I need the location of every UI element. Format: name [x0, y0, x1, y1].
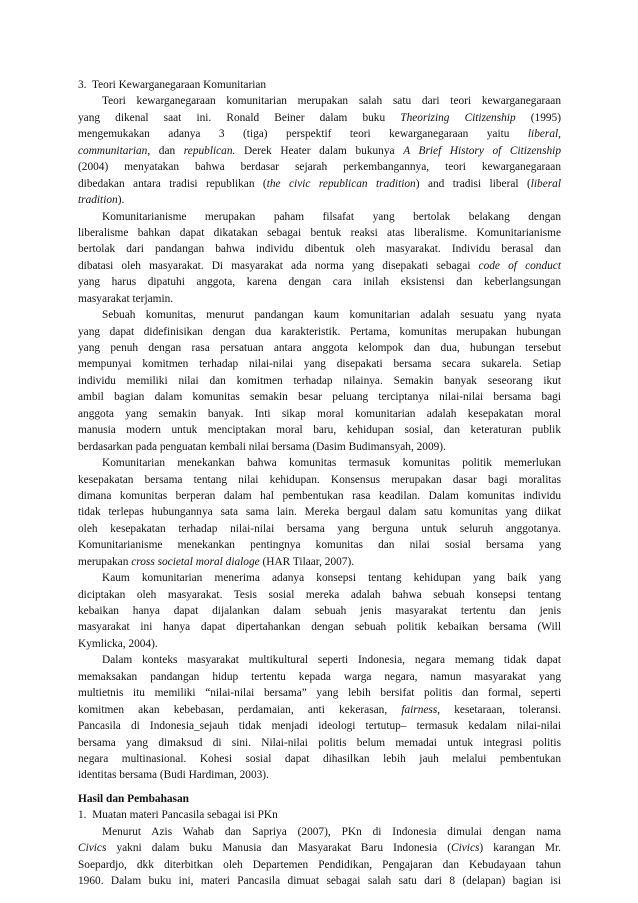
text-line: [78, 702, 561, 718]
text-run: mengemukakan adanya 3 (tiga) perspektif teori kewarganegaraan yaitu: [78, 128, 528, 141]
text-line: [78, 340, 561, 356]
italic-text: Civics: [451, 842, 480, 855]
text-line: [78, 472, 561, 488]
paragraph: [78, 455, 561, 570]
text-run: oleh kesepakatan terhadap nilai-nilai bersama yang berguna untuk seluruh anggotanya.: [78, 522, 561, 535]
italic-text: code of conduct: [478, 259, 561, 272]
text-run: mempunyai komitmen terhadap nilai-nilai yang disepakati bersama secara sukarela. Setiap: [78, 358, 561, 371]
text-line: [78, 587, 561, 603]
italic-text: A Brief History of Citizenship: [403, 144, 561, 157]
text-line: [78, 767, 561, 783]
text-run: (1995): [515, 111, 561, 124]
text-run: (2004) menyatakan bahwa berdasar sejarah perkembangannya, teori kewarganegaraan: [78, 161, 561, 174]
text-line: [78, 209, 561, 225]
paragraph: [78, 570, 561, 652]
text-run: ) karangan Mr.: [479, 842, 562, 855]
text-run: Dalam konteks masyarakat multikultural seperti Indonesia, negara memang tidak dapat: [102, 654, 561, 667]
italic-text: the civic republican tradition: [266, 177, 416, 190]
text-line: [78, 840, 561, 856]
text-line: [78, 636, 561, 652]
italic-text: fairness: [401, 703, 438, 716]
text-run: multietnis itu memiliki “nilai-nilai bersama” yang lebih bersifat politis dan formal, seperti: [78, 687, 561, 700]
text-line: [78, 652, 561, 668]
italic-text: republican.: [183, 144, 236, 157]
text-line: [78, 143, 561, 159]
text-line: [78, 373, 561, 389]
text-line: [78, 824, 561, 840]
text-line: [78, 488, 561, 504]
text-run: manusia modern untuk menciptakan moral baru, kehidupan sosial, dan keteraturan publik: [78, 424, 561, 437]
text-run: bersama yang dimaksud di sini. Nilai-nilai politis belum memadai untuk integrasi politis: [78, 736, 561, 749]
text-run: dimana komunitas berperan dalam hal pembentukan rasa keadilan. Dalam komunitas individu: [78, 489, 561, 502]
text-line: [78, 389, 561, 405]
text-run: Teori kewarganegaraan komunitarian merupakan salah satu dari teori kewarganegaraan: [102, 95, 561, 108]
text-line: [78, 537, 561, 553]
text-line: [78, 274, 561, 290]
text-line: [78, 406, 561, 422]
text-run: 1960. Dalam buku ini, materi Pancasila dimuat sebagai salah satu dari 8 (delapan) bagian isi: [78, 875, 561, 887]
section-3-number: 3.: [78, 79, 87, 91]
text-run: yang penuh dengan rasa persatuan antara anggota kelompok dan dua, hubungan tersebut: [78, 342, 561, 354]
text-run: (HAR Tilaar, 2007).: [259, 555, 355, 568]
text-run: anggota yang semakin banyak. Inti sikap moral komunitarian adalah kesepakatan moral: [78, 407, 561, 420]
text-run: ambil bagian dalam komunitas semakin besar peluang terciptanya nilai-nilai bersama bagi: [78, 391, 561, 404]
text-line: [78, 873, 561, 889]
text-line: [78, 751, 561, 767]
section-3-heading: [78, 77, 561, 93]
text-run: diciptakan oleh masyarakat. Tesis sosial mereka adalah bahwa sebuah konsepsi tentang: [78, 588, 561, 601]
text-run: yang harus dipatuhi anggota, karena dengan cara inilah eksistensi dan keberlangsungan: [78, 276, 561, 289]
text-line: [78, 176, 561, 192]
text-run: kesepakatan bersama tentang nilai kehidupan. Konsensus merupakan dasar bagi moralitas: [78, 473, 561, 486]
text-run: komitmen akan kebebasan, perdamaian, anti kekerasan,: [78, 703, 402, 716]
text-line: [78, 126, 561, 142]
text-run: yakni dalam buku Manusia dan Masyarakat Baru Indonesia (: [106, 842, 452, 855]
text-line: [78, 521, 561, 537]
text-run: dibatasi oleh masyarakat. Di masyarakat ada norma yang disepakati sebagai: [78, 259, 479, 272]
subsection-1-number: 1.: [78, 809, 87, 822]
paragraph: [78, 93, 561, 208]
text-run: Sebuah komunitas, menurut pandangan kaum komunitarian adalah sesuatu yang nyata: [102, 309, 561, 322]
text-run: yang dapat didefinisikan dengan dua karakteristik. Pertama, komunitas merupakan hubungan: [78, 325, 561, 338]
text-line: [78, 241, 561, 257]
text-line: [78, 307, 561, 323]
italic-text: Theorizing Citizenship: [400, 111, 516, 124]
text-line: [78, 422, 561, 438]
text-line: [78, 554, 561, 570]
text-line: [78, 504, 561, 520]
text-run: Komunitarianisme merupakan paham filsafat yang bertolak belakang dengan: [102, 210, 561, 223]
text-run: memaksakan pandangan hidup tertentu kepada warga negara, namun masyarakat yang: [78, 670, 561, 683]
text-run: Soepardjo, dkk diterbitkan oleh Departemen Pendidikan, Pengajaran dan Kebudayaan tahun: [78, 858, 561, 871]
paragraph: [78, 307, 561, 455]
text-line: [78, 455, 561, 471]
text-run: Kymlicka, 2004).: [78, 637, 158, 650]
text-line: [78, 619, 561, 635]
text-run: yang dikenal saat ini. Ronald Beiner dalam buku: [78, 111, 401, 124]
section-gap: [78, 784, 561, 791]
text-line: [78, 439, 561, 455]
italic-text: Civics: [78, 842, 107, 855]
text-line: [78, 857, 561, 873]
text-line: [78, 669, 561, 685]
text-line: [78, 718, 561, 734]
text-run: individu memiliki nilai dan komitmen terhadap nilainya. Semakin banyak seseorang ikut: [78, 374, 561, 387]
italic-text: liberal,: [527, 128, 561, 141]
text-run: tidak terlepas hubungannya sata sama lain. Mereka bergaul dalam satu komunitas yang diikat: [78, 506, 561, 519]
text-run: Komunitarian menekankan bahwa komunitas termasuk komunitas politik memerlukan: [102, 457, 561, 470]
text-run: merupakan: [78, 555, 132, 568]
text-line: [78, 258, 561, 274]
text-run: Pancasila di Indonesia_sejauh tidak menjadi ideologi tertutup– termasuk kedalam nilai-nilai: [78, 720, 561, 733]
paragraph: [78, 652, 561, 784]
italic-text: liberal: [530, 177, 561, 190]
section-3-body: [78, 93, 561, 783]
section-3-title: Teori Kewarganegaraan Komunitarian: [91, 79, 267, 91]
text-run: ) and tradisi liberal (: [415, 177, 531, 190]
italic-text: communitarian: [78, 144, 148, 157]
results-heading: Hasil dan Pembahasan: [78, 792, 189, 805]
text-line: [78, 356, 561, 372]
text-line: [78, 735, 561, 751]
subsection-1-title: Muatan materi Pancasila sebagai isi PKn: [92, 809, 278, 822]
subsection-1-heading: [78, 807, 561, 823]
text-run: negara multinasional. Kohesi sosial dapat dihasilkan lebih jauh melalui pembentukan: [78, 752, 561, 765]
text-run: Kaum komunitarian menerima adanya konsepsi tentang kehidupan yang baik yang: [102, 572, 561, 585]
text-run: Menurut Azis Wahab dan Sapriya (2007), PKn di Indonesia dimulai dengan nama: [102, 825, 561, 838]
text-run: Komunitarianisme menekankan pentingnya komunitas dan nilai sosial bersama yang: [78, 539, 561, 552]
text-run: liberalisme bahkan dapat dikatakan sebagai bentuk reaksi atas liberalisme. Komunitarianisme: [78, 226, 561, 239]
text-line: [78, 110, 561, 126]
italic-text: cross societal moral dialoge: [131, 555, 260, 568]
text-line: [78, 93, 561, 109]
text-run: identitas bersama (Budi Hardiman, 2003).: [78, 769, 269, 782]
text-run: masyarakat ini hanya dapat dipertahankan dengan sebuah politik kebaikan bersama (Will: [78, 621, 561, 634]
text-run: bertolak dari pandangan bahwa individu dibentuk oleh masyarakat. Individu berasal dan: [78, 243, 561, 256]
text-run: berdasarkan pada penguatan kembali nilai bersama (Dasim Budimansyah, 2009).: [78, 440, 446, 453]
text-line: [78, 324, 561, 340]
paragraph: [78, 209, 561, 308]
text-run: Derek Heater dalam bukunya: [235, 144, 404, 157]
text-line: [78, 685, 561, 701]
text-line: [78, 225, 561, 241]
text-run: , kesetaraan, toleransi.: [437, 703, 561, 716]
text-run: dibedakan antara tradisi republikan (: [78, 177, 267, 190]
text-run: kebaikan hanya dapat dijalankan dalam sebuah jenis masyarakat tertentu dan jenis: [78, 605, 561, 617]
subsection-1-body: [78, 824, 561, 890]
text-run: ).: [117, 194, 125, 207]
text-run: masyarakat terjamin.: [78, 292, 174, 305]
text-line: [78, 570, 561, 586]
text-line: [78, 159, 561, 175]
text-line: [78, 603, 561, 619]
text-line: [78, 192, 561, 208]
italic-text: tradition: [78, 194, 118, 207]
text-line: [78, 291, 561, 307]
document-page: [78, 77, 561, 889]
paragraph: [78, 824, 561, 890]
text-run: , dan: [147, 144, 184, 157]
